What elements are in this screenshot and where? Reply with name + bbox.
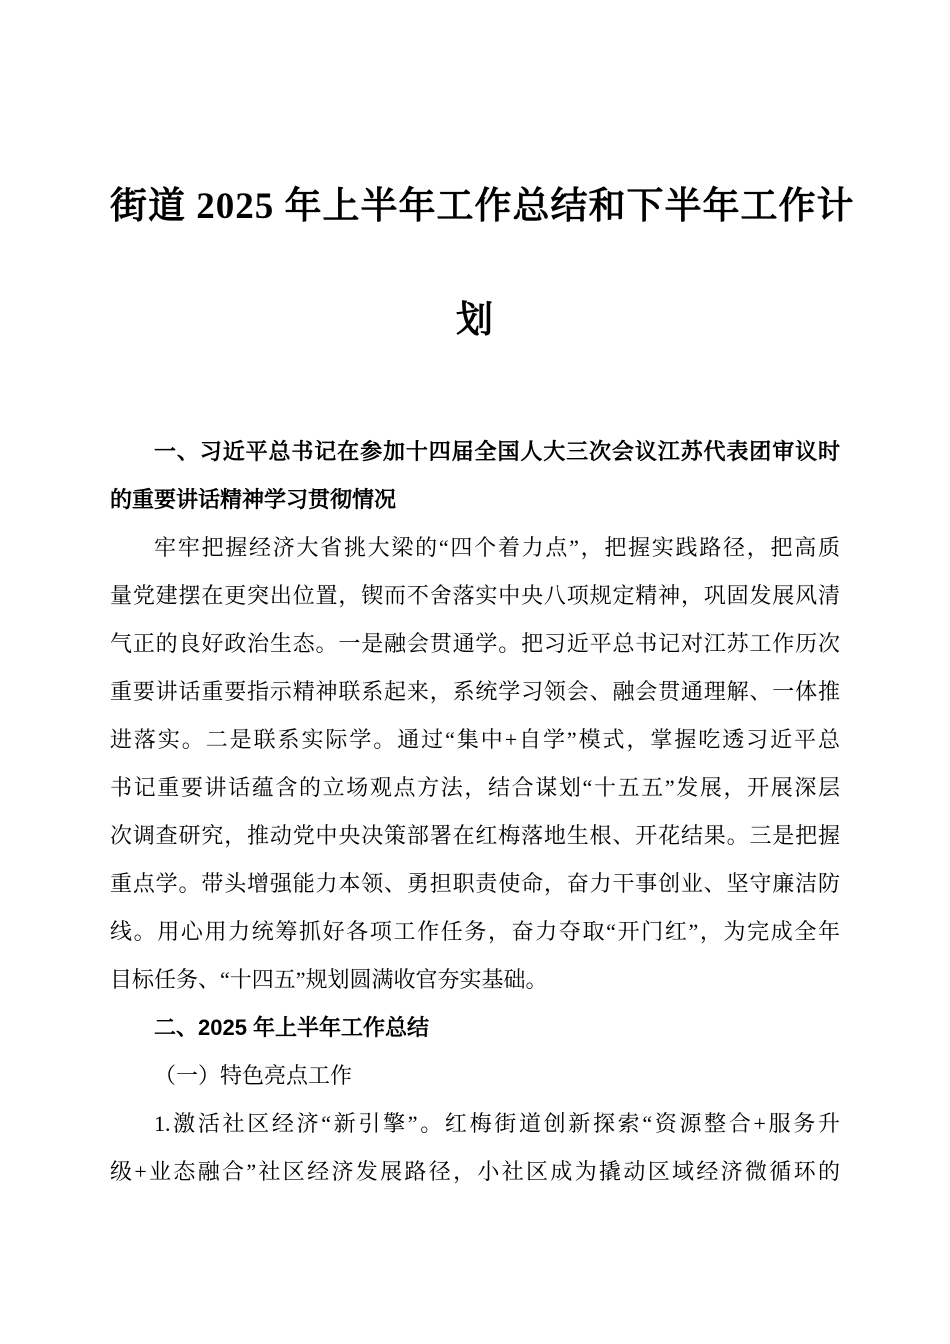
section1-heading-line-2: 的重要讲话精神学习贯彻情况: [110, 487, 397, 512]
document-title: [110, 0, 855, 378]
paragraph-line: 1.激活社区经济“新引擎”。红梅街道创新探索“资源整合+服务升: [154, 1111, 840, 1136]
paragraph-line: 进落实。二是联系实际学。通过“集中+自学”模式，掌握吃透习近平总: [110, 727, 840, 752]
paragraph-line: 目标任务、“十四五”规划圆满收官夯实基础。: [110, 967, 548, 992]
title-line-1: 街道 2025 年上半年工作总结和下半年工作计: [110, 186, 855, 227]
section2-subheading: （一）特色亮点工作: [154, 1063, 353, 1088]
paragraph-line: 气正的良好政治生态。一是融会贯通学。把习近平总书记对江苏工作历次: [110, 631, 840, 656]
paragraph-line: 线。用心用力统筹抓好各项工作任务，奋力夺取“开门红”，为完成全年: [110, 919, 840, 944]
paragraph-line: 书记重要讲话蕴含的立场观点方法，结合谋划“十五五”发展，开展深层: [110, 775, 840, 800]
paragraph-line: 量党建摆在更突出位置，锲而不舍落实中央八项规定精神，巩固发展风清: [110, 583, 840, 608]
paragraph-line: 次调查研究，推动党中央决策部署在红梅落地生根、开花结果。三是把握: [110, 823, 840, 848]
paragraph-line: 级+业态融合”社区经济发展路径，小社区成为撬动区域经济微循环的: [110, 1159, 840, 1184]
document-body: [110, 428, 840, 1196]
paragraph-line: 重点学。带头增强能力本领、勇担职责使命，奋力干事创业、坚守廉洁防: [110, 871, 840, 896]
paragraph-line: 牢牢把握经济大省挑大梁的“四个着力点”，把握实践路径，把高质: [154, 535, 840, 560]
paragraph-line: 重要讲话重要指示精神联系起来，系统学习领会、融会贯通理解、一体推: [110, 679, 840, 704]
title-line-2: 划: [456, 300, 494, 341]
section2-heading: 二、2025 年上半年工作总结: [154, 1015, 430, 1040]
section1-heading-line-1: 一、习近平总书记在参加十四届全国人大三次会议江苏代表团审议时: [154, 439, 840, 464]
